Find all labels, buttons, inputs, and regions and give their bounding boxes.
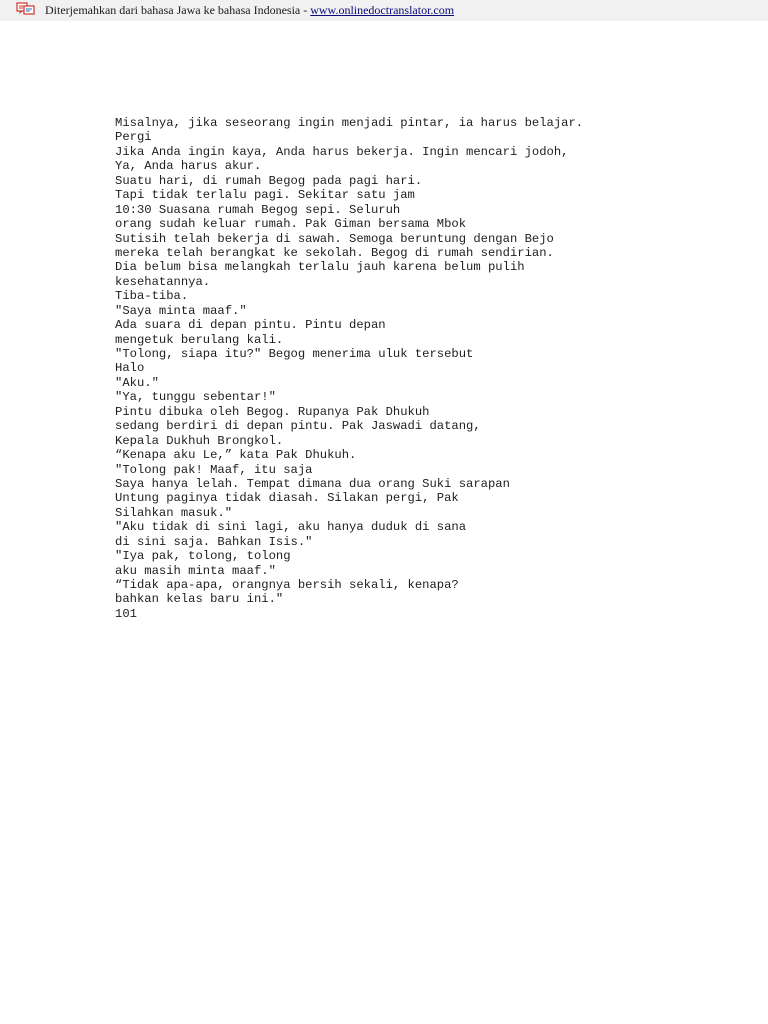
text-line: Ada suara di depan pintu. Pintu depan: [115, 318, 386, 333]
text-line: mereka telah berangkat ke sekolah. Begog di rumah sendirian.: [115, 245, 554, 260]
text-line: "Aku tidak di sini lagi, aku hanya duduk di sana: [115, 520, 467, 535]
text-line: "Ya, tunggu sebentar!": [115, 390, 276, 405]
document-body: [115, 116, 715, 621]
text-line: "Iya pak, tolong, tolong: [115, 549, 291, 564]
text-line: Dia belum bisa melangkah terlalu jauh karena belum pulih: [115, 260, 525, 275]
text-line: di sini saja. Bahkan Isis.": [115, 534, 313, 549]
text-line: Tiba-tiba.: [115, 289, 189, 304]
text-line: Pergi: [115, 130, 152, 145]
text-line: Ya, Anda harus akur.: [115, 159, 262, 174]
text-line: Jika Anda ingin kaya, Anda harus bekerja. Ingin mencari jodoh,: [115, 144, 569, 159]
translator-banner: [0, 0, 768, 21]
text-line: “Kenapa aku Le,” kata Pak Dhukuh.: [115, 448, 357, 463]
translator-logo-icon: [16, 2, 36, 16]
banner-text: [45, 3, 454, 17]
text-line: Silahkan masuk.": [115, 505, 233, 520]
text-line: sedang berdiri di depan pintu. Pak Jaswadi datang,: [115, 419, 481, 434]
text-line: Untung paginya tidak diasah. Silakan pergi, Pak: [115, 491, 459, 506]
text-line: kesehatannya.: [115, 274, 211, 289]
text-line: “Tidak apa-apa, orangnya bersih sekali, kenapa?: [115, 578, 459, 592]
text-line: Saya hanya lelah. Tempat dimana dua orang Suki sarapan: [115, 476, 510, 491]
text-line: Suatu hari, di rumah Begog pada pagi hari.: [115, 173, 423, 188]
text-line: "Tolong, siapa itu?" Begog menerima uluk tersebut: [115, 347, 474, 361]
text-line: mengetuk berulang kali.: [115, 332, 284, 347]
translator-link[interactable]: www.onlinedoctranslator.com: [310, 3, 455, 17]
banner-prefix: Diterjemahkan dari bahasa Jawa ke bahasa Indonesia -: [45, 3, 311, 17]
text-line: orang sudah keluar rumah. Pak Giman bersama Mbok: [115, 217, 467, 232]
text-line: aku masih minta maaf.": [115, 563, 276, 578]
text-line: 101: [115, 606, 137, 621]
text-line: Pintu dibuka oleh Begog. Rupanya Pak Dhukuh: [115, 404, 430, 419]
text-line: bahkan kelas baru ini.": [115, 592, 284, 607]
text-line: Sutisih telah bekerja di sawah. Semoga beruntung dengan Bejo: [115, 231, 554, 246]
text-line: Misalnya, jika seseorang ingin menjadi pintar, ia harus belajar.: [115, 116, 584, 130]
text-line: Tapi tidak terlalu pagi. Sekitar satu jam: [115, 188, 415, 203]
text-line: Halo: [115, 361, 145, 376]
text-line: 10:30 Suasana rumah Begog sepi. Seluruh: [115, 202, 401, 217]
text-line: "Saya minta maaf.": [115, 303, 247, 318]
text-line: Kepala Dukhuh Brongkol.: [115, 433, 284, 448]
text-line: "Aku.": [115, 375, 159, 390]
text-line: "Tolong pak! Maaf, itu saja: [115, 462, 313, 477]
